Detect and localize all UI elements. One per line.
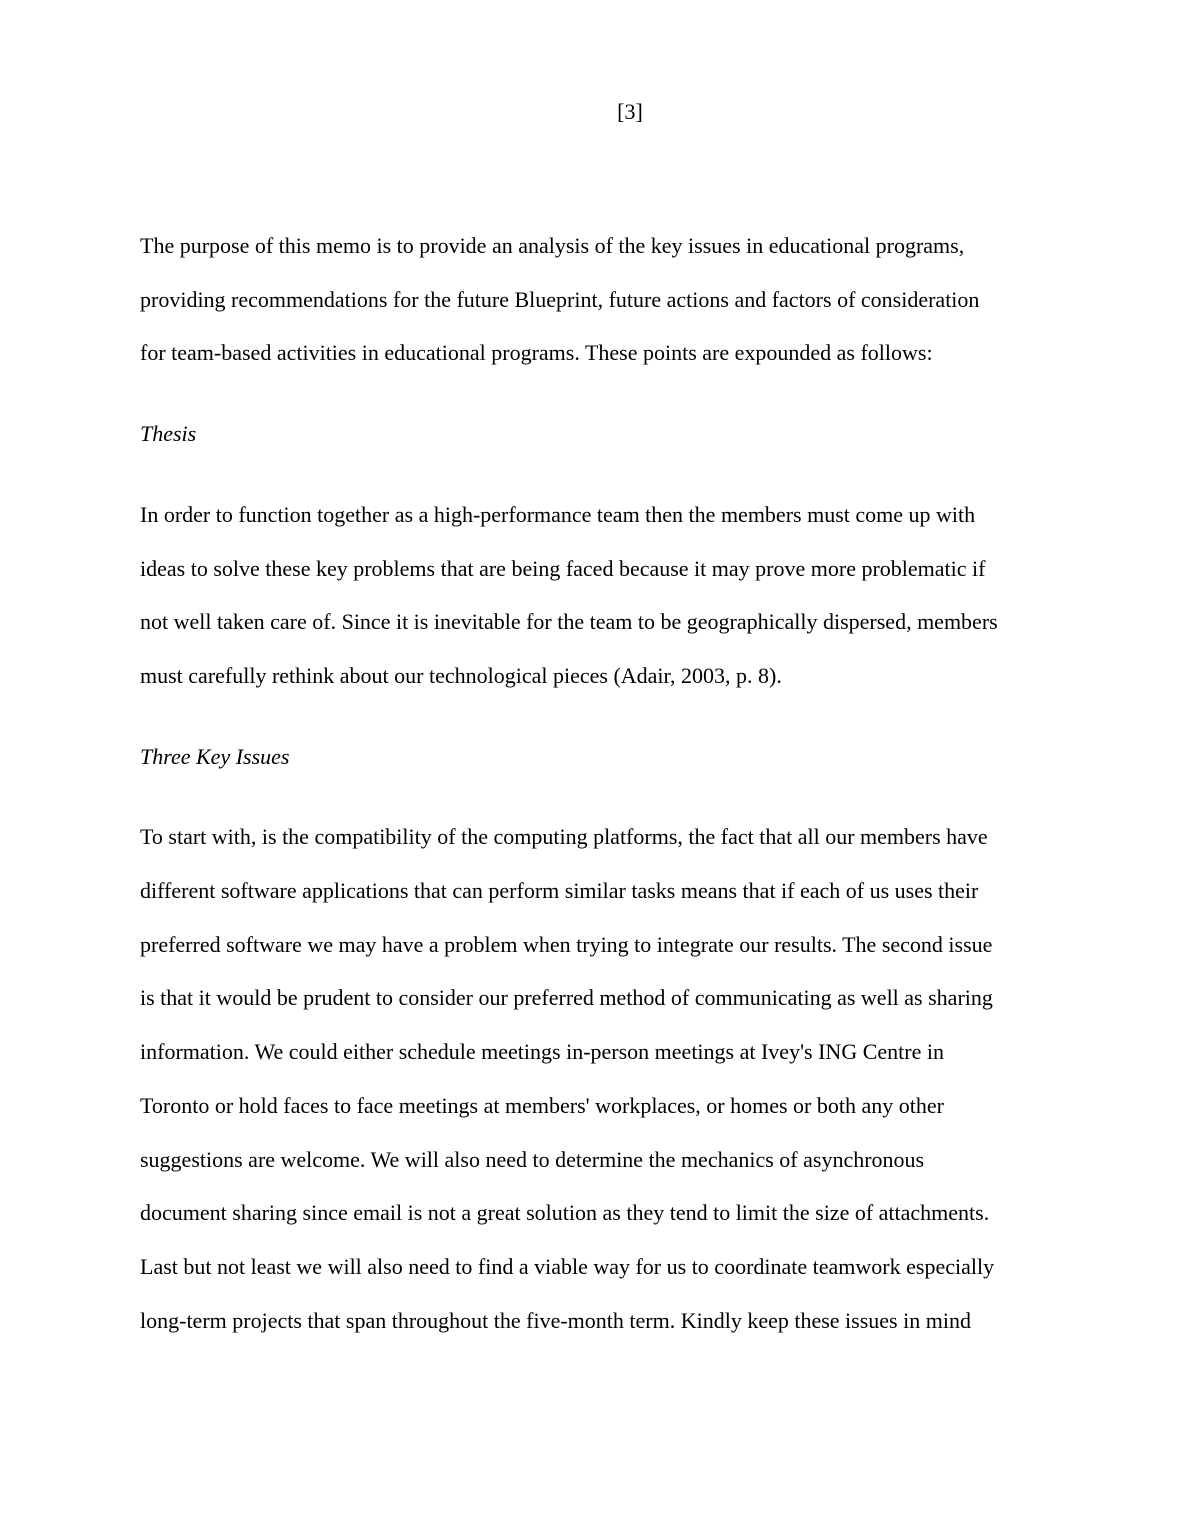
document-body — [140, 219, 1070, 1347]
text-line: long-term projects that span throughout the five-month term. Kindly keep these issues in mind — [140, 1307, 971, 1333]
text-line: must carefully rethink about our technological pieces (Adair, 2003, p. 8). — [140, 662, 782, 688]
text-line: document sharing since email is not a great solution as they tend to limit the size of attachments. — [140, 1200, 990, 1226]
key-issues-paragraph — [140, 810, 1070, 1347]
text-line: ideas to solve these key problems that are being faced because it may prove more problematic if — [140, 555, 986, 581]
key-issues-heading: Three Key Issues — [140, 743, 290, 769]
text-line: preferred software we may have a problem when trying to integrate our results. The second issue — [140, 931, 993, 957]
page-number: [3] — [617, 99, 643, 124]
text-line: providing recommendations for the future Blueprint, future actions and factors of consideration — [140, 286, 980, 312]
text-line: information. We could either schedule meetings in-person meetings at Ivey's ING Centre in — [140, 1039, 944, 1065]
intro-paragraph — [140, 219, 1070, 380]
thesis-heading: Thesis — [140, 421, 197, 447]
text-line: Toronto or hold faces to face meetings at members' workplaces, or homes or both any other — [140, 1092, 944, 1118]
text-line: Last but not least we will also need to find a viable way for us to coordinate teamwork especially — [140, 1253, 995, 1279]
text-line: is that it would be prudent to consider our preferred method of communicating as well as sharing — [140, 985, 993, 1011]
text-line: To start with, is the compatibility of the computing platforms, the fact that all our members have — [140, 824, 988, 850]
text-line: different software applications that can perform similar tasks means that if each of us uses their — [140, 878, 979, 904]
text-line: not well taken care of. Since it is inevitable for the team to be geographically dispersed, members — [140, 609, 998, 635]
thesis-paragraph — [140, 488, 1070, 703]
text-line: for team-based activities in educational programs. These points are expounded as follows: — [140, 340, 933, 366]
text-line: The purpose of this memo is to provide an analysis of the key issues in educational programs, — [140, 233, 965, 258]
text-line: In order to function together as a high-performance team then the members must come up with — [140, 501, 976, 527]
text-line: suggestions are welcome. We will also need to determine the mechanics of asynchronous — [140, 1146, 925, 1172]
